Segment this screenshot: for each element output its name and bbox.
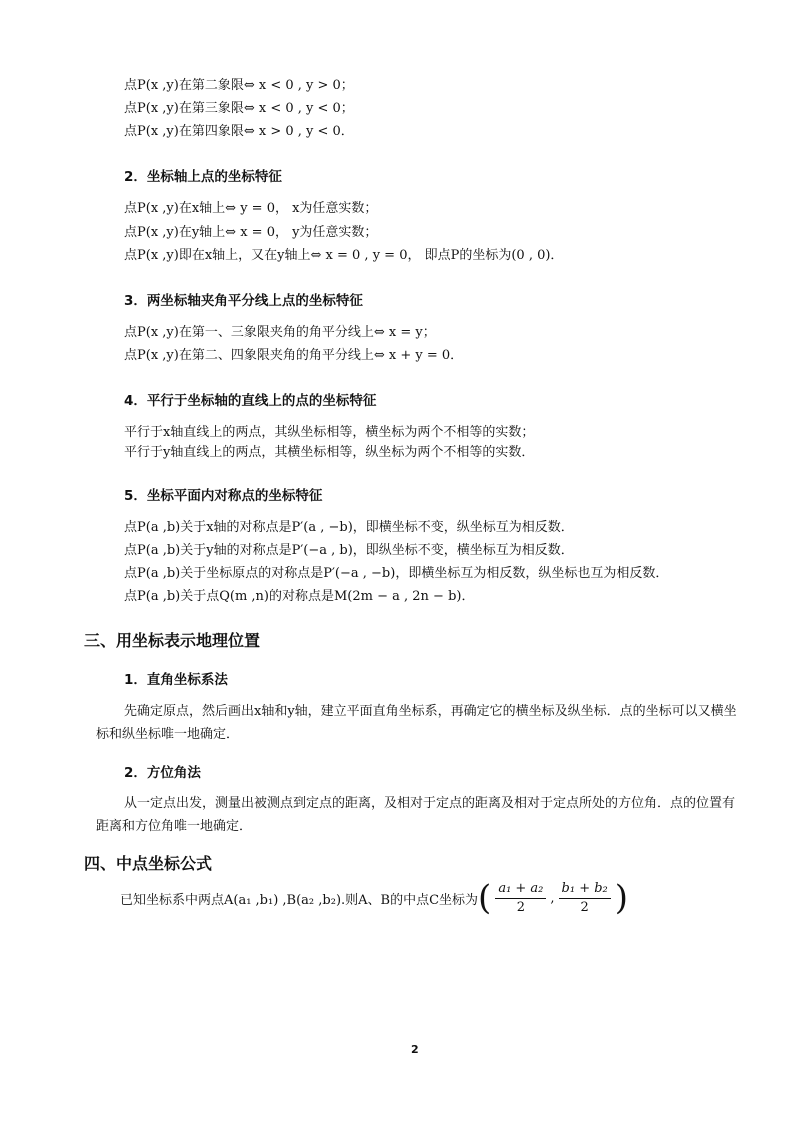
section2-line: 点P(x ,y)即在x轴上，又在y轴上⇔ x = 0 , y = 0， 即点P的坐标为(0 , 0)． [124, 248, 564, 263]
section3-heading: 3．两坐标轴夹角平分线上点的坐标特征 [124, 293, 363, 309]
quadrant-line-3: 点P(x ,y)在第三象限⇔ x < 0 , y < 0； [124, 101, 354, 116]
section5-line: 点P(a ,b)关于y轴的对称点是P′(−a , b)，即纵坐标不变，横坐标互为相反数． [124, 543, 574, 558]
section2-heading: 2．坐标轴上点的坐标特征 [124, 169, 282, 185]
close-paren: ) [614, 878, 629, 918]
fraction-y-numerator: b₁ + b₂ [559, 880, 611, 899]
fraction-y [559, 880, 611, 917]
page-number: 2 [411, 1043, 419, 1056]
part3-sub1-paragraph: 先确定原点，然后画出x轴和y轴，建立平面直角坐标系，再确定它的横坐标及纵坐标．点的坐标可以又横坐标和纵坐标唯一地确定． [96, 704, 737, 742]
section4-line: 平行于x轴直线上的两点，其纵坐标相等，横坐标为两个不相等的实数； [124, 425, 535, 440]
section5-heading: 5．坐标平面内对称点的坐标特征 [124, 488, 323, 504]
open-paren: ( [478, 878, 492, 918]
fraction-x [495, 880, 546, 917]
section5-line: 点P(a ,b)关于点Q(m ,n)的对称点是M(2m − a , 2n − b)． [124, 589, 475, 604]
section3-line: 点P(x ,y)在第一、三象限夹角的角平分线上⇔ x = y； [124, 325, 436, 340]
midpoint-formula [120, 876, 628, 920]
section2-line: 点P(x ,y)在y轴上⇔ x = 0， y为任意实数； [124, 225, 378, 240]
quadrant-line-4: 点P(x ,y)在第四象限⇔ x > 0 , y < 0． [124, 124, 354, 139]
part4-heading: 四、中点坐标公式 [84, 854, 213, 873]
part3-sub2-paragraph: 从一定点出发，测量出被测点到定点的距离，及相对于定点的距离及相对于定点所处的方位角．点的位置有距离和方位角唯一地确定． [96, 796, 736, 834]
formula-text: 已知坐标系中两点A(a₁ ,b₁) ,B(a₂ ,b₂).则A、B的中点C坐标为 [120, 892, 479, 908]
fraction-y-denominator: 2 [580, 899, 589, 915]
fraction-x-denominator: 2 [516, 899, 525, 915]
part3-sub2-heading: 2．方位角法 [124, 765, 201, 781]
part3-heading: 三、用坐标表示地理位置 [84, 631, 261, 650]
fraction-separator: , [550, 890, 555, 906]
section4-line: 平行于y轴直线上的两点，其横坐标相等，纵坐标为两个不相等的实数． [124, 445, 535, 460]
quadrant-line-2: 点P(x ,y)在第二象限⇔ x < 0 , y > 0； [124, 78, 354, 93]
section3-line: 点P(x ,y)在第二、四象限夹角的角平分线上⇔ x + y = 0． [124, 348, 464, 363]
fraction-x-numerator: a₁ + a₂ [495, 880, 546, 899]
section5-line: 点P(a ,b)关于坐标原点的对称点是P′(−a , −b)，即横坐标互为相反数，纵坐标也互为相反数． [124, 566, 669, 581]
part3-sub1-heading: 1．直角坐标系法 [124, 672, 228, 688]
section2-line: 点P(x ,y)在x轴上⇔ y = 0， x为任意实数； [124, 201, 378, 216]
section5-line: 点P(a ,b)关于x轴的对称点是P′(a , −b)，即横坐标不变，纵坐标互为相反数． [124, 520, 574, 535]
section4-heading: 4．平行于坐标轴的直线上的点的坐标特征 [124, 393, 377, 409]
